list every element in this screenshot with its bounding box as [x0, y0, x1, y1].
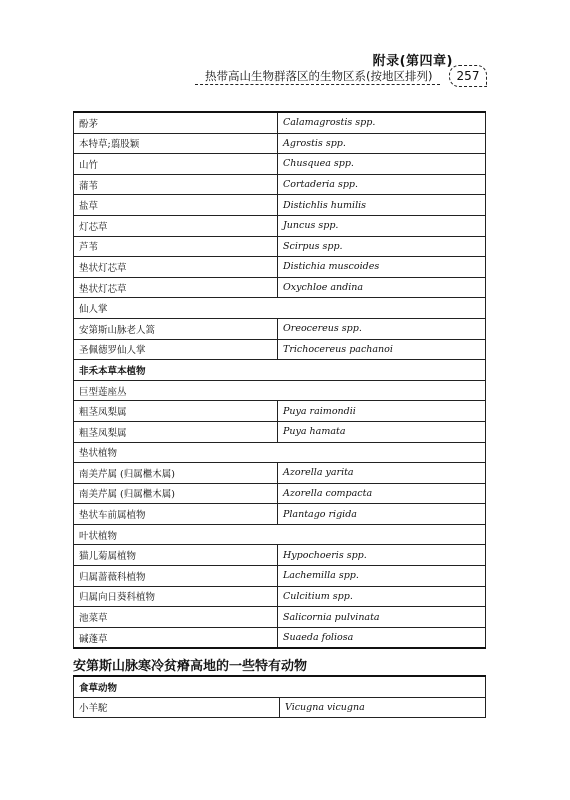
common-name: 蒲苇: [74, 174, 278, 195]
common-name: 芦苇: [74, 236, 278, 257]
common-name: 安第斯山脉老人篙: [74, 318, 278, 339]
table-row: [74, 360, 486, 381]
table-row: [74, 257, 486, 278]
common-name: 猫儿菊属植物: [74, 545, 278, 566]
common-name: 酚茅: [74, 112, 278, 133]
table-row: [74, 215, 486, 236]
common-name: 南美芹属 (归属檵木属): [74, 483, 278, 504]
latin-name: Oxychloe andina: [278, 277, 486, 298]
common-name: 垫状植物: [74, 442, 486, 463]
chapter-title: 附录(第四章): [372, 54, 453, 69]
table-row: [74, 401, 486, 422]
fauna-table: [73, 675, 486, 718]
latin-name: Distichlis humilis: [278, 195, 486, 216]
table-row: [74, 277, 486, 298]
table-row: [74, 607, 486, 628]
table-row: [74, 298, 486, 319]
common-name: 山竹: [74, 154, 278, 175]
latin-name: Scirpus spp.: [278, 236, 486, 257]
common-name: 归属向日葵科植物: [74, 586, 278, 607]
table-row: [74, 318, 486, 339]
common-name: 垫状灯芯草: [74, 257, 278, 278]
table-row: [74, 566, 486, 587]
table-row: [74, 483, 486, 504]
common-name: 碱蓬草: [74, 627, 278, 648]
running-header: [195, 50, 495, 90]
common-name: 灯芯草: [74, 215, 278, 236]
table-row: [74, 545, 486, 566]
common-name: 归属蔷薇科植物: [74, 566, 278, 587]
common-name: 粗茎凤梨属: [74, 401, 278, 422]
common-name: 垫状灯芯草: [74, 277, 278, 298]
running-subtitle: 热带高山生物群落区的生物区系(按地区排列): [205, 69, 433, 83]
table-row: [74, 339, 486, 360]
latin-name: Cortaderia spp.: [278, 174, 486, 195]
common-name: 叶状植物: [74, 524, 486, 545]
flora-table: [73, 111, 486, 649]
latin-name: Trichocereus pachanoi: [278, 339, 486, 360]
latin-name: Oreocereus spp.: [278, 318, 486, 339]
table-row: [74, 442, 486, 463]
table-row: [74, 524, 486, 545]
group-heading: 非禾本草本植物: [74, 360, 486, 381]
table-row: [74, 195, 486, 216]
latin-name: Juncus spp.: [278, 215, 486, 236]
common-name: 粗茎凤梨属: [74, 421, 278, 442]
latin-name: Lachemilla spp.: [278, 566, 486, 587]
latin-name: Calamagrostis spp.: [278, 112, 486, 133]
common-name: 盐草: [74, 195, 278, 216]
table-row: [74, 112, 486, 133]
latin-name: Azorella compacta: [278, 483, 486, 504]
table-row: [74, 697, 486, 718]
common-name: 本特草;翦股颖: [74, 133, 278, 154]
latin-name: Salicornia pulvinata: [278, 607, 486, 628]
latin-name: Azorella yarita: [278, 463, 486, 484]
table-row: [74, 627, 486, 648]
table-row: [74, 463, 486, 484]
table-row: [74, 380, 486, 401]
group-heading: 食草动物: [74, 676, 486, 697]
page-number: 257: [449, 65, 487, 87]
table-row: [74, 586, 486, 607]
table-row: [74, 133, 486, 154]
latin-name: Agrostis spp.: [278, 133, 486, 154]
common-name: 垫状车前属植物: [74, 504, 278, 525]
common-name: 圣佩德罗仙人掌: [74, 339, 278, 360]
section-title: 安第斯山脉寒冷贫瘠高地的一些特有动物: [73, 659, 308, 674]
common-name: 南美芹属 (归属檵木属): [74, 463, 278, 484]
latin-name: Suaeda foliosa: [278, 627, 486, 648]
header-rule: [195, 84, 440, 85]
common-name: 池菜草: [74, 607, 278, 628]
table-row: [74, 174, 486, 195]
table-row: [74, 421, 486, 442]
latin-name: Distichia muscoides: [278, 257, 486, 278]
table-row: [74, 676, 486, 697]
table-row: [74, 236, 486, 257]
table-row: [74, 154, 486, 175]
latin-name: Culcitium spp.: [278, 586, 486, 607]
table-row: [74, 504, 486, 525]
latin-name: Puya hamata: [278, 421, 486, 442]
latin-name: Hypochoeris spp.: [278, 545, 486, 566]
latin-name: Plantago rigida: [278, 504, 486, 525]
common-name: 仙人掌: [74, 298, 486, 319]
latin-name: Chusquea spp.: [278, 154, 486, 175]
latin-name: Puya raimondii: [278, 401, 486, 422]
latin-name: Vicugna vicugna: [280, 697, 486, 718]
common-name: 小羊駝: [74, 697, 280, 718]
common-name: 巨型莲座丛: [74, 380, 486, 401]
